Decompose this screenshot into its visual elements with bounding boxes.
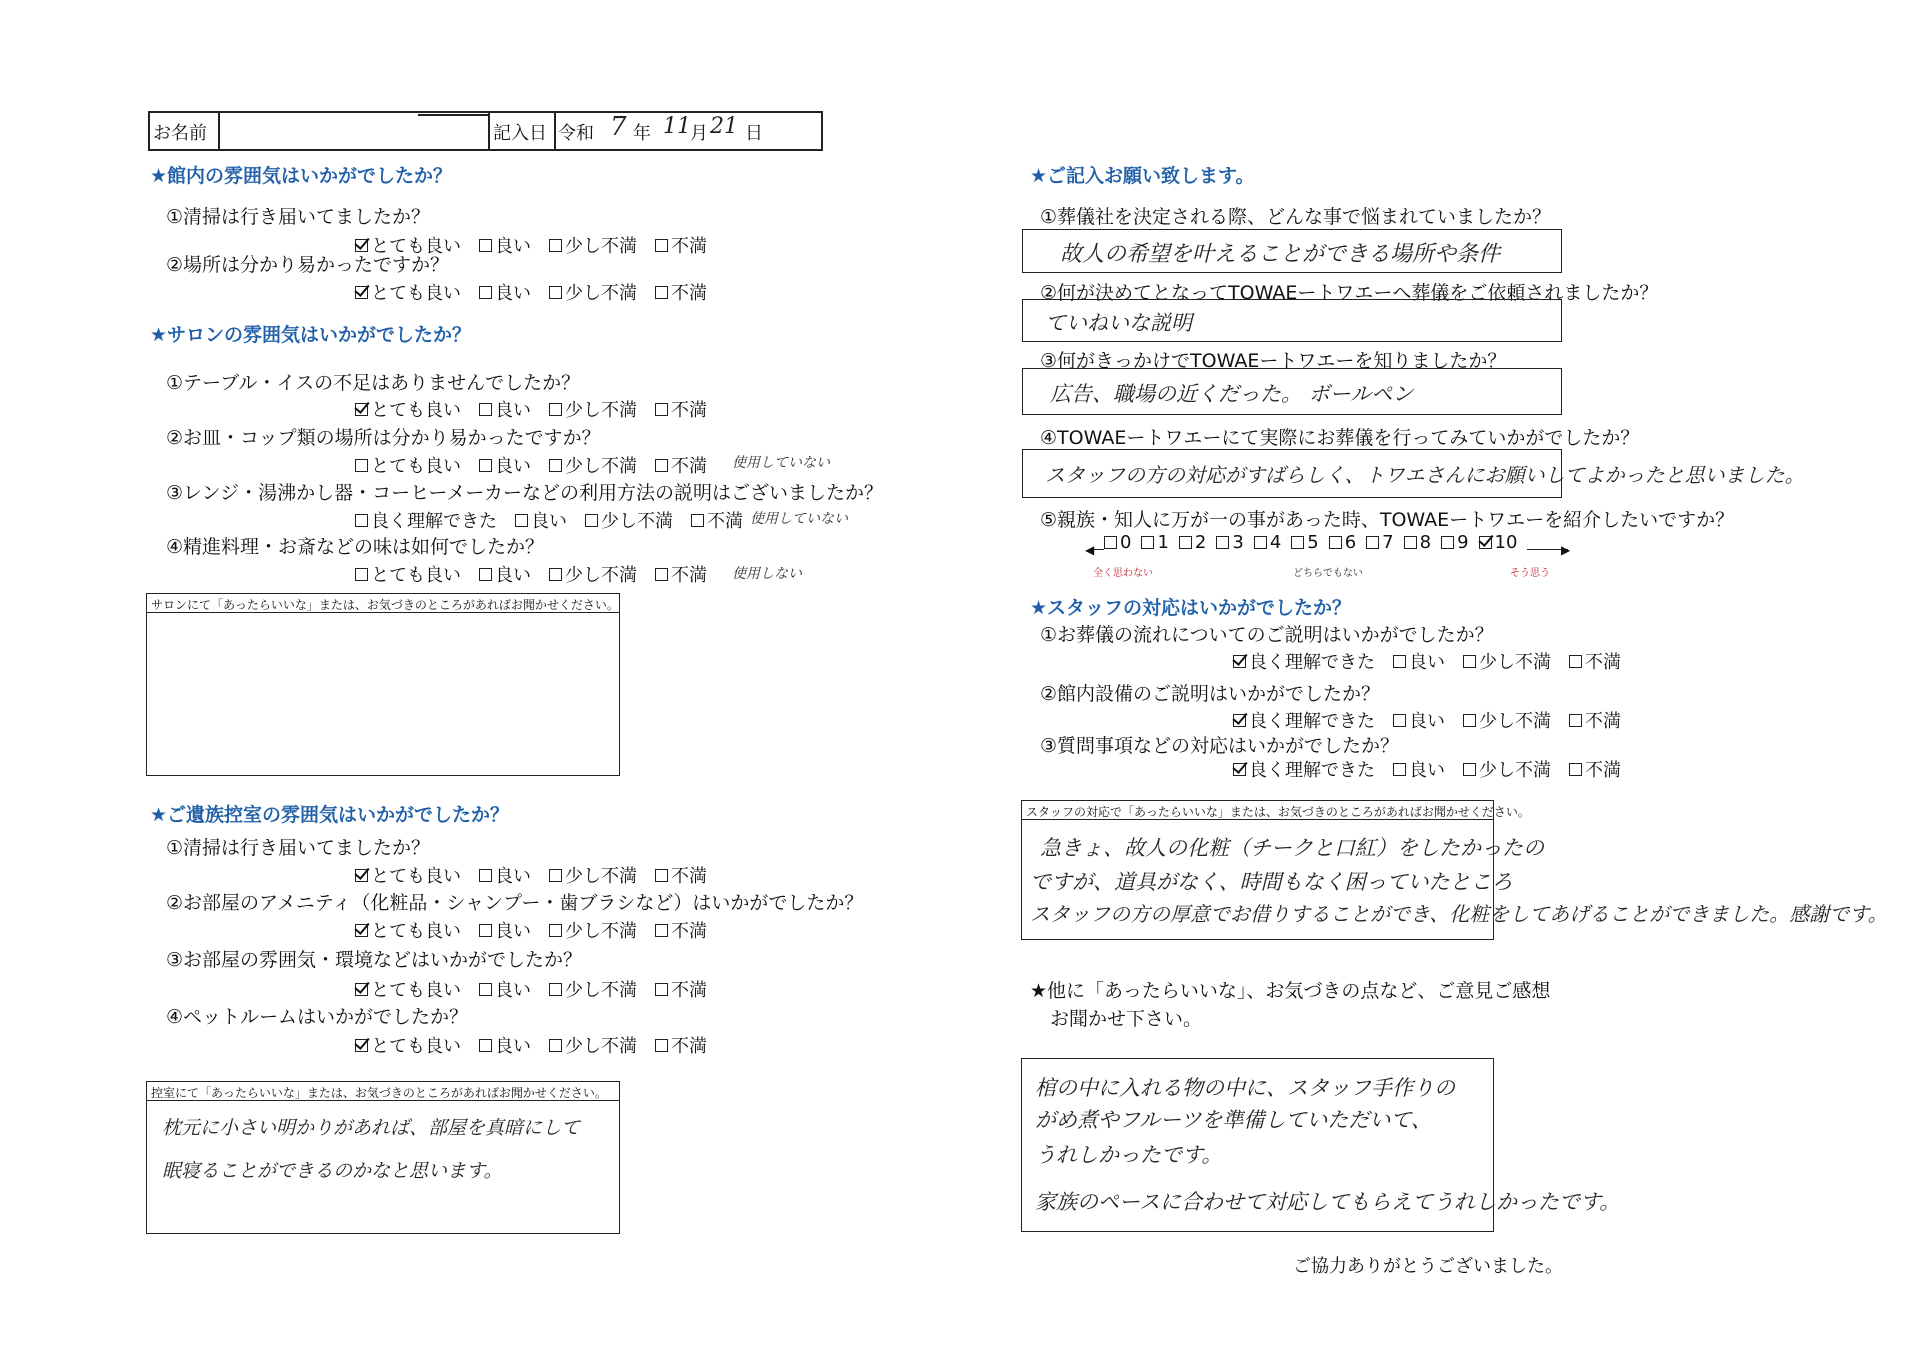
salon-q4: ④精進料理・お斎などの味は如何でしたか？ <box>166 536 545 558</box>
checkbox[interactable] <box>355 459 368 472</box>
checkbox[interactable] <box>1366 536 1379 549</box>
checkbox[interactable] <box>1463 763 1476 776</box>
checkbox[interactable] <box>655 983 668 996</box>
hall-q1: ①清掃は行き届いてましたか？ <box>166 206 431 228</box>
checkbox[interactable] <box>549 403 562 416</box>
family-q4-options: とても良い 良い 少し不満 不満 <box>355 1032 725 1058</box>
checkbox[interactable] <box>1441 536 1454 549</box>
checkbox[interactable] <box>479 1039 492 1052</box>
family-q1-options: とても良い 良い 少し不満 不満 <box>355 862 725 888</box>
checkbox[interactable] <box>655 459 668 472</box>
checkbox-checked[interactable] <box>1479 536 1492 549</box>
family-q3-options: とても良い 良い 少し不満 不満 <box>355 976 725 1002</box>
family-comment-line2: 眠寝ることができるのかなと思います。 <box>162 1160 503 1182</box>
salon-q4-note: 使用しない <box>732 566 802 582</box>
other-comment-line4: 家族のペースに合わせて対応してもらえてうれしかったです。 <box>1035 1190 1621 1214</box>
checkbox[interactable] <box>1393 763 1406 776</box>
request-a3: 広告、職場の近くだった。 ボールペン <box>1050 382 1414 406</box>
checkbox[interactable] <box>691 514 704 527</box>
checkbox[interactable] <box>479 403 492 416</box>
checkbox-checked[interactable] <box>355 403 368 416</box>
salon-q4-options: とても良い 良い 少し不満 不満 <box>355 561 725 587</box>
checkbox-checked[interactable] <box>355 924 368 937</box>
checkbox[interactable] <box>655 239 668 252</box>
other-title-line2: お聞かせ下さい。 <box>1050 1008 1203 1030</box>
request-section-title: ★ご記入お願い致します。 <box>1030 165 1255 187</box>
checkbox[interactable] <box>1393 714 1406 727</box>
staff-q2-options: 良く理解できた 良い 少し不満 不満 <box>1233 707 1639 733</box>
checkbox[interactable] <box>479 568 492 581</box>
request-a4: スタッフの方の対応がすばらしく、トワエさんにお願いしてよかったと思いました。 <box>1045 463 1805 487</box>
checkbox[interactable] <box>1404 536 1417 549</box>
checkbox[interactable] <box>1291 536 1304 549</box>
checkbox[interactable] <box>515 514 528 527</box>
checkbox[interactable] <box>1393 655 1406 668</box>
checkbox[interactable] <box>479 286 492 299</box>
checkbox[interactable] <box>655 286 668 299</box>
hall-section-title: ★館内の雰囲気はいかがでしたか？ <box>150 165 453 187</box>
checkbox[interactable] <box>549 983 562 996</box>
staff-q3: ③質問事項などの対応はいかがでしたか？ <box>1040 735 1400 757</box>
date-label: 記入日 <box>493 123 547 144</box>
checkbox[interactable] <box>655 869 668 882</box>
name-label: お名前 <box>153 123 207 144</box>
family-comment-box[interactable]: 控室にて「あったらいいな」または、お気づきのところがあればお聞かせください。 <box>146 1081 620 1234</box>
checkbox-checked[interactable] <box>1233 655 1246 668</box>
checkbox[interactable] <box>549 286 562 299</box>
checkbox[interactable] <box>355 568 368 581</box>
scale-low-label: 全く思わない <box>1093 568 1153 579</box>
checkbox[interactable] <box>549 1039 562 1052</box>
checkbox[interactable] <box>1216 536 1229 549</box>
salon-q2-options: とても良い 良い 少し不満 不満 <box>355 452 725 478</box>
salon-q2: ②お皿・コップ類の場所は分かり易かったですか？ <box>166 427 601 449</box>
scale-arrow-left: ◀ <box>1085 543 1095 557</box>
staff-q2: ②館内設備のご説明はいかがでしたか？ <box>1040 683 1381 705</box>
checkbox[interactable] <box>355 514 368 527</box>
checkbox[interactable] <box>549 869 562 882</box>
staff-comment-line3: スタッフの方の厚意でお借りすることができ、化粧をしてあげることができました。感謝です。 <box>1030 902 1888 926</box>
staff-q1: ①お葬儀の流れについてのご説明はいかがでしたか？ <box>1040 624 1494 646</box>
other-title-line1: ★他に「あったらいいな」、お気づきの点など、ご意見ご感想 <box>1030 980 1551 1002</box>
staff-comment-line1: 急きょ、故人の化粧（チークと口紅）をしたかったの <box>1040 836 1544 860</box>
family-comment-line1: 枕元に小さい明かりがあれば、部屋を真暗にして <box>162 1117 581 1139</box>
checkbox[interactable] <box>1104 536 1117 549</box>
month-handwritten: 11 <box>663 114 691 139</box>
checkbox[interactable] <box>479 239 492 252</box>
era-label: 令和 <box>558 123 594 144</box>
family-q3: ③お部屋の雰囲気・環境などはいかがでしたか？ <box>166 949 583 971</box>
checkbox[interactable] <box>1569 763 1582 776</box>
checkbox[interactable] <box>549 568 562 581</box>
checkbox[interactable] <box>549 239 562 252</box>
salon-q3-options: 良く理解できた 良い 少し不満 不満 <box>355 507 761 533</box>
hall-q1-options: とても良い 良い 少し不満 不満 <box>355 232 725 258</box>
checkbox[interactable] <box>1569 714 1582 727</box>
checkbox-checked[interactable] <box>1233 763 1246 776</box>
staff-comment-line2: ですが、道具がなく、時間もなく困っていたところ <box>1030 870 1513 894</box>
staff-q3-options: 良く理解できた 良い 少し不満 不満 <box>1233 756 1639 782</box>
checkbox[interactable] <box>1463 655 1476 668</box>
checkbox[interactable] <box>549 459 562 472</box>
scale-high-label: そう思う <box>1510 568 1550 579</box>
hall-q2-options: とても良い 良い 少し不満 不満 <box>355 279 725 305</box>
salon-q1-options: とても良い 良い 少し不満 不満 <box>355 396 725 422</box>
request-a2: ていねいな説明 <box>1045 311 1192 335</box>
staff-q1-options: 良く理解できた 良い 少し不満 不満 <box>1233 648 1639 674</box>
family-section-title: ★ご遺族控室の雰囲気はいかがでしたか？ <box>150 804 510 826</box>
salon-q3-note: 使用していない <box>750 511 848 527</box>
salon-q2-note: 使用していない <box>732 455 830 471</box>
other-comment-line1: 棺の中に入れる物の中に、スタッフ手作りの <box>1035 1076 1455 1100</box>
checkbox-checked[interactable] <box>1233 714 1246 727</box>
checkbox[interactable] <box>479 869 492 882</box>
hall-q2: ②場所は分かり易かったですか？ <box>166 254 450 276</box>
request-q2: ②何が決めてとなってTOWAEートワエーへ葬儀をご依頼されましたか？ <box>1040 282 1659 304</box>
family-q2-options: とても良い 良い 少し不満 不満 <box>355 917 725 943</box>
request-a1: 故人の希望を叶えることができる場所や条件 <box>1060 242 1501 267</box>
family-q1: ①清掃は行き届いてましたか？ <box>166 837 431 859</box>
staff-comment-box[interactable]: スタッフの対応で「あったらいいな」または、お気づきのところがあればお聞かせください。 <box>1021 800 1494 940</box>
checkbox[interactable] <box>479 983 492 996</box>
salon-comment-box[interactable]: サロンにて「あったらいいな」または、お気づきのところがあればお聞かせください。 <box>146 593 620 776</box>
day-handwritten: 21 <box>710 114 738 139</box>
recommend-scale: 0 1 2 3 4 5 6 7 8 9 10 <box>1104 532 1527 553</box>
request-q1: ①葬儀社を決定される際、どんな事で悩まれていましたか？ <box>1040 206 1552 228</box>
staff-section-title: ★スタッフの対応はいかがでしたか？ <box>1030 597 1352 619</box>
checkbox[interactable] <box>655 1039 668 1052</box>
checkbox[interactable] <box>1141 536 1154 549</box>
checkbox-checked[interactable] <box>355 1039 368 1052</box>
year-handwritten: 7 <box>610 112 627 142</box>
checkbox[interactable] <box>655 924 668 937</box>
checkbox[interactable] <box>1329 536 1342 549</box>
scale-arrow-right: ▶ <box>1561 543 1571 557</box>
checkbox[interactable] <box>1463 714 1476 727</box>
salon-q1: ①テーブル・イスの不足はありませんでしたか？ <box>166 372 581 394</box>
checkbox-checked[interactable] <box>355 869 368 882</box>
checkbox[interactable] <box>1254 536 1267 549</box>
request-q4: ④TOWAEートワエーにて実際にお葬儀を行ってみていかがでしたか？ <box>1040 427 1640 449</box>
scale-mid-label: どちらでもない <box>1293 568 1363 579</box>
checkbox[interactable] <box>479 459 492 472</box>
request-q3: ③何がきっかけでTOWAEートワエーを知りましたか？ <box>1040 350 1507 372</box>
other-comment-line2: がめ煮やフルーツを準備していただいて、 <box>1035 1108 1432 1132</box>
checkbox-checked[interactable] <box>355 286 368 299</box>
family-q2: ②お部屋のアメニティ（化粧品・シャンプー・歯ブラシなど）はいかがでしたか？ <box>166 892 864 914</box>
other-comment-line3: うれしかったです。 <box>1035 1143 1223 1167</box>
checkbox[interactable] <box>655 403 668 416</box>
checkbox[interactable] <box>1569 655 1582 668</box>
checkbox[interactable] <box>1179 536 1192 549</box>
thanks-text: ご協力ありがとうございました。 <box>1293 1256 1563 1277</box>
family-q4: ④ペットルームはいかがでしたか？ <box>166 1006 469 1028</box>
checkbox[interactable] <box>549 924 562 937</box>
salon-q3: ③レンジ・湯沸かし器・コーヒーメーカーなどの利用方法の説明はございましたか？ <box>166 482 883 504</box>
checkbox[interactable] <box>479 924 492 937</box>
checkbox[interactable] <box>655 568 668 581</box>
checkbox[interactable] <box>585 514 598 527</box>
salon-section-title: ★サロンの雰囲気はいかがでしたか？ <box>150 324 472 346</box>
checkbox-checked[interactable] <box>355 983 368 996</box>
request-q5: ⑤親族・知人に万が一の事があった時、TOWAEートワエーを紹介したいですか？ <box>1040 509 1735 531</box>
